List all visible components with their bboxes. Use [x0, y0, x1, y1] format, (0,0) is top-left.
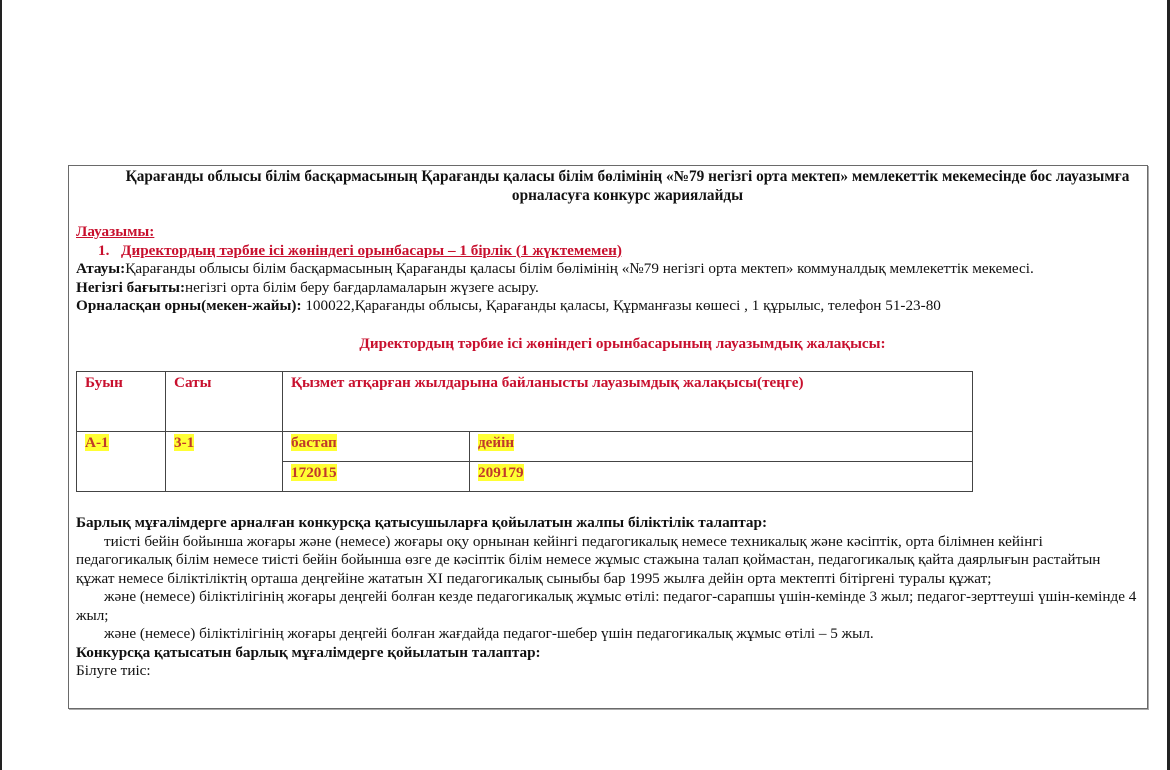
all-teachers-requirements-heading: Конкурсқа қатысатын барлық мұғалімдерге қойылатын талаптар:	[76, 643, 541, 661]
table-row	[77, 432, 973, 462]
field-direction	[76, 279, 1139, 298]
to-value: 209179	[478, 464, 524, 481]
field-direction-label: Негізгі бағыты:	[76, 278, 186, 296]
requirement-paragraph: және (немесе) біліктілігінің жоғары деңгейі болған жағдайда педагог-шебер үшін педагогикалық жұмыс өтілі – 5 жыл.	[104, 625, 874, 642]
header-salary: Қызмет атқарған жылдарына байланысты лауазымдық жалақысы(теңге)	[283, 372, 973, 432]
field-name-label: Атауы:	[76, 260, 126, 277]
from-label: бастап	[291, 434, 337, 451]
cell-from-value	[283, 462, 470, 492]
position-number: 1.	[98, 241, 110, 259]
field-address-label: Орналасқан орны(мекен-жайы):	[76, 297, 302, 314]
grade-value: А-1	[85, 434, 109, 451]
header-grade: Буын	[77, 372, 166, 432]
level-value: 3-1	[174, 434, 195, 451]
to-label: дейін	[478, 434, 515, 451]
cell-to-value	[470, 462, 973, 492]
cell-to-label	[470, 432, 973, 462]
must-know-line: Білуге тиіс:	[76, 662, 151, 679]
header-level: Саты	[166, 372, 283, 432]
from-value: 172015	[291, 464, 337, 481]
field-address-value: 100022,Қарағанды облысы, Қарағанды қаласы, Құрманғазы көшесі , 1 құрылыс, телефон 51-23-80	[301, 297, 941, 314]
position-text: Директордың тәрбие ісі жөніндегі орынбасары – 1 бірлік (1 жүктемемен)	[121, 241, 622, 259]
field-name-value: Қарағанды облысы білім басқармасының Қарағанды қаласы білім бөлімінің «№79 негізгі орта мектеп» коммуналдық мемлекеттік мекемесі.	[125, 260, 1034, 277]
salary-table	[76, 371, 973, 492]
positions-heading: Лауазымы:	[76, 223, 155, 240]
requirement-paragraph: және (немесе) біліктілігінің жоғары деңгейі болған кезде педагогикалық жұмыс өтілі: педагог-сарапшы үшін-кемінде 3 жыл; педагог-зерттеуші үшін-кемінде 4 жыл;	[76, 588, 1137, 624]
salary-table-header-row	[77, 372, 973, 432]
cell-from-label	[283, 432, 470, 462]
page-edge-left	[0, 0, 2, 770]
general-requirements-heading: Барлық мұғалімдерге арналған конкурсқа қатысушыларға қойылатын жалпы біліктілік талаптар:	[76, 514, 768, 531]
announcement-document	[68, 165, 1148, 709]
requirement-paragraph: тиісті бейін бойынша жоғары және (немесе) жоғары оқу орнынан кейінгі педагогикалық немесе техникалық және кәсіптік, орта білімнен кейінгі педагогикалық білім немесе тиісті бейін бойынша өзге де кәсіптік білім немесе жұмыс стажына талап қоймастан, педагогикалық қайта даярлығын растайтын құжат немесе біліктіліктің орташа деңгейіне жататын XI педагогикалық сыныбы бар 1995 жылға дейін орта мектепті бітіргені туралы құжат;	[76, 532, 1101, 587]
cell-grade	[77, 432, 166, 492]
field-name	[76, 260, 1139, 279]
salary-heading: Директордың тәрбие ісі жөніндегі орынбасарының лауазымдық жалақысы:	[359, 334, 886, 352]
field-address	[76, 297, 1139, 316]
position-item	[76, 242, 1139, 261]
document-title: Қарағанды облысы білім басқармасының Қарағанды қаласы білім бөлімінің «№79 негізгі орта мектеп» мемлекеттік мекемесінде бос лауазымға орналасуға конкурс жариялайды	[125, 168, 1130, 204]
field-direction-value: негізгі орта білім беру бағдарламаларын жүзеге асыру.	[185, 278, 539, 296]
cell-level	[166, 432, 283, 492]
